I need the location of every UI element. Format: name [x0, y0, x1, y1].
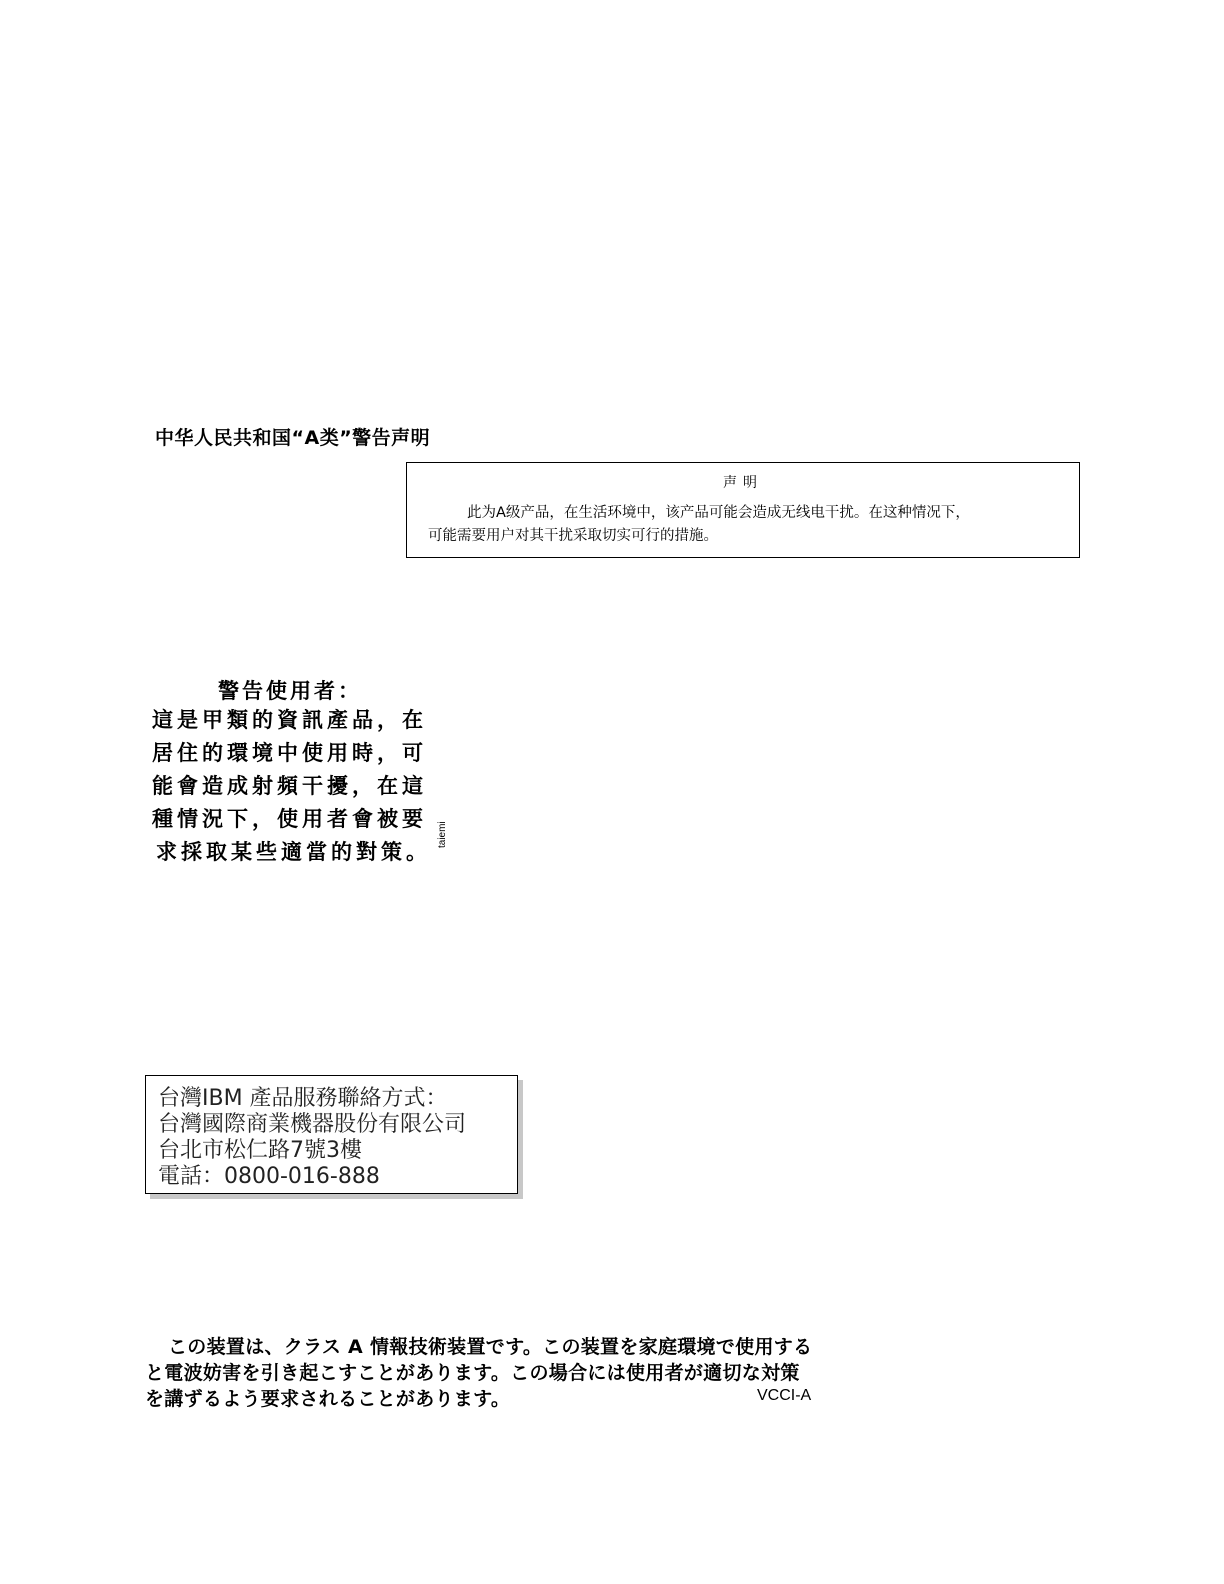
taiwan-warning-heading: 警告使用者：	[218, 678, 362, 703]
china-statement-heading: 声明	[723, 475, 763, 491]
contact-company: 台灣國際商業機器股份有限公司	[158, 1112, 467, 1137]
japan-vcci-line-2: と電波妨害を引き起こすことがあります。この場合には使用者が適切な対策	[145, 1362, 800, 1384]
japan-vcci-line-3: を講ずるよう要求されることがあります。	[145, 1388, 511, 1410]
contact-heading: 台灣IBM 產品服務聯絡方式：	[158, 1086, 448, 1111]
taiwan-warning-line: 這是甲類的資訊產品，在	[152, 707, 427, 732]
china-statement-line-2: 可能需要用户对其干扰采取切实可行的措施。	[428, 528, 718, 544]
china-notice-title: 中华人民共和国“A类”警告声明	[155, 427, 431, 449]
china-statement-line-1: 此为A级产品，在生活环境中，该产品可能会造成无线电干扰。在这种情况下，	[467, 505, 970, 521]
taiwan-contact-box	[145, 1075, 518, 1194]
taiwan-warning-code: taiemi	[437, 821, 448, 848]
china-statement-box	[406, 462, 1080, 558]
taiwan-warning-line: 求採取某些適當的對策。	[156, 839, 431, 864]
contact-address: 台北市松仁路7號3樓	[158, 1138, 362, 1163]
taiwan-warning-line: 居住的環境中使用時，可	[152, 740, 427, 765]
taiwan-warning-line: 種情況下，使用者會被要	[152, 806, 427, 831]
contact-phone: 電話：0800-016-888	[158, 1164, 380, 1189]
vcci-code: VCCI-A	[757, 1387, 812, 1404]
japan-vcci-line-1: この装置は、クラス A 情報技術装置です。この装置を家庭環境で使用する	[168, 1336, 813, 1358]
taiwan-warning-line: 能會造成射頻干擾，在這	[152, 773, 427, 798]
